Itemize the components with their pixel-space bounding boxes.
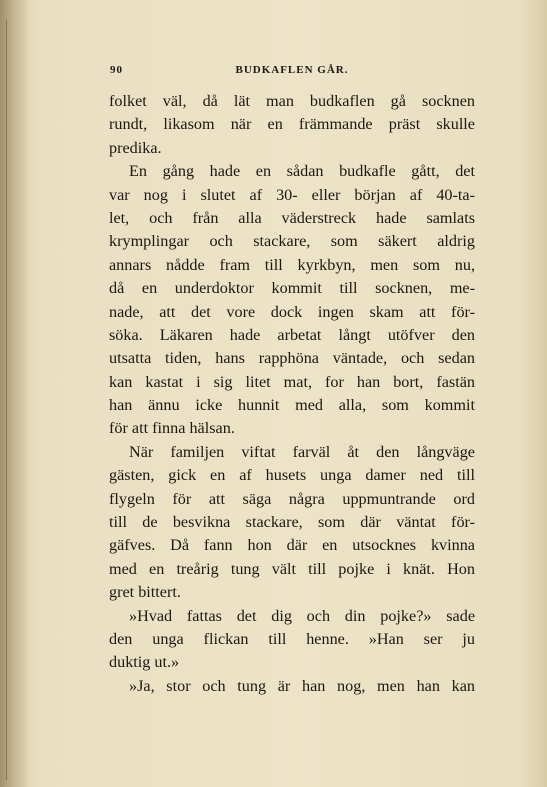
page-number: 90 xyxy=(110,64,123,76)
text-line: »Hvad fattas det dig och din pojke?» sade xyxy=(129,606,475,625)
text-line: predika. xyxy=(109,138,162,157)
text-line: folket väl, då lät man budkaflen gå socknen xyxy=(109,92,475,110)
text-line: för att finna hälsan. xyxy=(109,419,235,438)
text-line: gästen, gick en af husets unga damer ned till xyxy=(109,466,475,485)
text-line: till de besvikna stackare, som där väntat för- xyxy=(109,513,475,532)
text-line: När familjen viftat farväl åt den långväge xyxy=(129,442,475,461)
running-head: BUDKAFLEN GÅR. xyxy=(235,64,349,76)
text-line: duktig ut.» xyxy=(109,653,180,672)
page-header xyxy=(110,64,474,80)
text-line: var nog i slutet af 30- eller början af 40-ta- xyxy=(109,185,475,204)
body-text xyxy=(109,90,475,698)
text-line: gäfves. Då fann hon där en utsocknes kvinna xyxy=(109,536,475,555)
text-line: gret bittert. xyxy=(109,583,181,602)
text-line: En gång hade en sådan budkafle gått, det xyxy=(129,162,475,181)
text-line: kan kastat i sig litet mat, for han bort, fastän xyxy=(109,372,475,391)
text-line: nade, att det vore dock ingen skam att för- xyxy=(109,302,475,321)
text-line: »Ja, stor och tung är han nog, men han kan xyxy=(129,676,475,695)
text-line: flygeln för att säga några uppmuntrande ord xyxy=(109,489,475,508)
text-line: rundt, likasom när en främmande präst skulle xyxy=(109,115,475,134)
text-line: han ännu icke hunnit med alla, som kommit xyxy=(109,396,475,415)
text-line: utsatta tiden, hans rapphöna väntade, och sedan xyxy=(109,349,475,368)
text-line: då en underdoktor kommit till socknen, me- xyxy=(109,279,475,298)
text-line: krymplingar och stackare, som säkert aldrig xyxy=(109,232,475,251)
text-line: med en treårig tung vält till pojke i knät. Hon xyxy=(109,559,475,578)
text-line: den unga flickan till henne. »Han ser ju xyxy=(109,629,475,648)
text-line: annars nådde fram till kyrkbyn, men som nu, xyxy=(109,255,475,274)
page-edge-line xyxy=(6,20,7,780)
page-gutter-shadow xyxy=(0,0,30,787)
text-line: söka. Läkaren hade arbetat långt utöfver den xyxy=(109,325,475,344)
text-line: let, och från alla väderstreck hade samlats xyxy=(109,208,475,227)
